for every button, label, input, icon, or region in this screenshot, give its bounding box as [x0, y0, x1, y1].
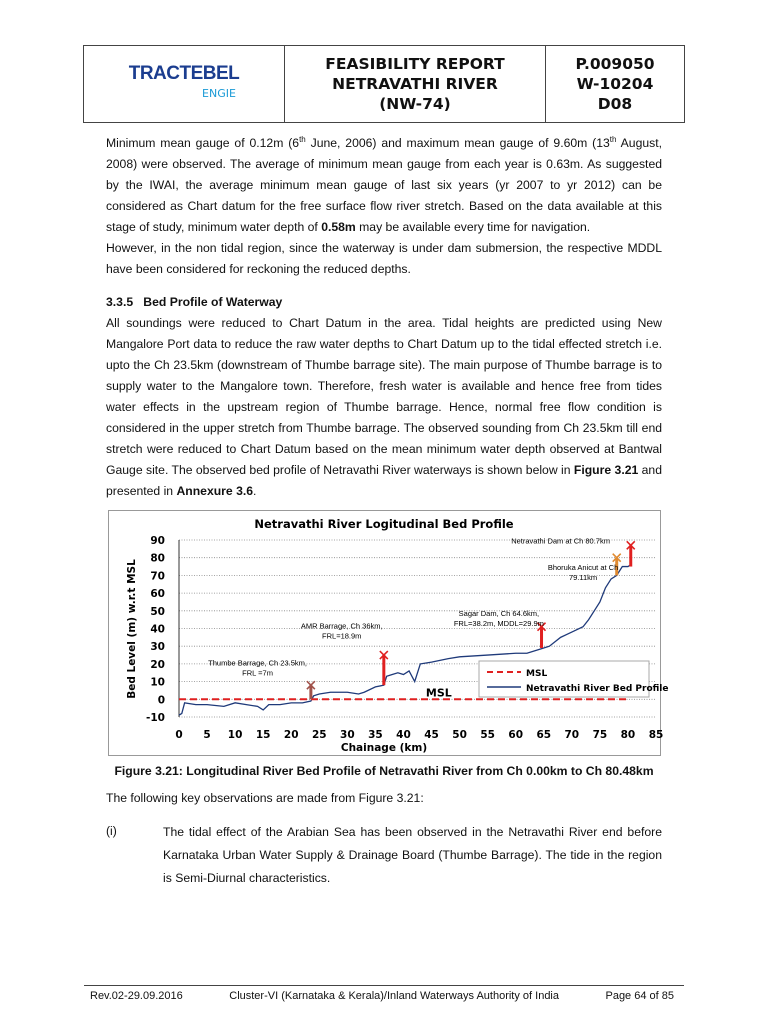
annotation-label: FRL =7m	[241, 668, 273, 678]
tractebel-logo	[84, 46, 285, 122]
annexure-ref: Annexure 3.6	[176, 484, 254, 498]
msl-label: MSL	[425, 686, 452, 700]
y-tick-label: 90	[149, 535, 165, 547]
x-tick-label: 10	[227, 729, 242, 741]
revision: Rev.02-29.09.2016	[90, 990, 183, 1002]
figure-ref: Figure 3.21	[573, 463, 639, 477]
logo-text: TRACTEBEL	[128, 63, 240, 84]
annotation-label: Bhoruka Anicut at Ch	[547, 563, 618, 573]
superscript: th	[299, 134, 306, 144]
x-tick-label: 75	[592, 729, 607, 741]
code-line: P.009050	[575, 55, 655, 73]
y-tick-label: 0	[157, 694, 165, 707]
x-axis-label: Chainage (km)	[340, 742, 427, 754]
title-line: FEASIBILITY REPORT	[325, 55, 505, 73]
report-title	[285, 46, 546, 122]
body-text-top	[106, 133, 662, 502]
paragraph	[106, 133, 662, 238]
observation-text: The tidal effect of the Arabian Sea has been observed in the Netravathi River end before Karnataka Urban Water Supply & Drainage Board (Thumbe Barrage). The tide in the region is Semi-Diurnal characteristics.	[163, 825, 662, 885]
x-tick-label: 25	[311, 729, 327, 741]
superscript: th	[609, 134, 617, 144]
y-tick-label: 60	[149, 588, 165, 601]
text: Minimum mean gauge of 0.12m (6	[106, 136, 300, 150]
x-tick-label: 70	[564, 729, 579, 741]
annotation-label: Thumbe Barrage, Ch 23.5km,	[207, 658, 307, 668]
title-line: NETRAVATHI RIVER	[332, 75, 498, 93]
x-tick-label: 50	[451, 729, 467, 741]
figure-caption: Figure 3.21: Longitudinal River Bed Profile of Netravathi River from Ch 0.00km to Ch 80.48km	[114, 764, 654, 778]
annotation-label: 79.11km	[568, 573, 597, 583]
y-tick-label: 40	[149, 623, 165, 636]
text: .	[253, 484, 257, 498]
x-tick-label: 60	[507, 729, 523, 741]
y-axis-label: Bed Level (m) w.r.t MSL	[125, 559, 138, 699]
x-tick-label: 85	[648, 729, 663, 741]
code-line: D08	[597, 95, 633, 113]
paragraph: However, in the non tidal region, since the waterway is under dam submersion, the respective MDDL have been considered for reckoning the reduced depths.	[106, 241, 662, 276]
chart-svg	[109, 511, 668, 755]
x-tick-label: 20	[283, 729, 299, 741]
observation-item	[106, 821, 662, 890]
x-tick-label: 40	[395, 729, 411, 741]
section-number: 3.3.5	[106, 295, 134, 309]
text: August, 2008) were observed. The average of minimum mean gauge from each year is 0.63m. As suggested by the IWAI, the average minimum mean gauge of last six years (yr 2007 to yr 2012) can be considered as Chart datum for the free surface flow river stretch. Based on the data available at this stage of study, minimum water depth of	[106, 136, 662, 234]
page-number: Page 64 of 85	[605, 990, 674, 1002]
annotation-label: FRL=18.9m	[321, 631, 361, 641]
bold-text: 0.58m	[321, 220, 356, 234]
text: All soundings were reduced to Chart Datum in the area. Tidal heights are predicted using New Mangalore Port data to reduce the raw water depths to Chart Datum up to the tidal effected stretch i.e. upto the Ch 23.5km (downstream of Thumbe barrage site). The main purpose of Thumbe barrage is to supply water to the Mangalore town. Therefore, fresh water is available and hence free from tides water effects in the upstream region of Thumbe barrage. Hence, normal free flow condition is considered in the upper stretch from Thumbe barrage. The observed sounding from Ch 23.5km till end stretch were reduced to Chart Datum based on the mean minimum water depth observed at Bantwal Gauge site. The observed bed profile of Netravathi River waterways is shown below in	[106, 316, 662, 477]
text: may be available every time for navigation.	[355, 220, 591, 234]
paragraph	[106, 313, 662, 502]
footer-center: Cluster-VI (Karnataka & Kerala)/Inland Waterways Authority of India	[229, 990, 559, 1002]
y-tick-label: -10	[145, 712, 165, 724]
annotation-label: Sagar Dam, Ch 64.6km,	[458, 609, 539, 619]
y-tick-label: 50	[149, 605, 165, 618]
paragraph: The following key observations are made from Figure 3.21:	[106, 791, 424, 805]
legend-profile-label: Netravathi River Bed Profile	[525, 684, 668, 694]
y-tick-label: 70	[149, 570, 165, 583]
y-tick-label: 80	[149, 552, 165, 565]
chart-title: Netravathi River Logitudinal Bed Profile	[253, 517, 514, 531]
y-tick-label: 20	[149, 658, 165, 671]
section-title: Bed Profile of Waterway	[143, 295, 283, 309]
x-tick-label: 30	[339, 729, 355, 741]
y-tick-label: 30	[149, 641, 165, 654]
x-tick-label: 55	[479, 729, 495, 741]
x-tick-label: 65	[535, 729, 551, 741]
text: June, 2006) and maximum mean gauge of 9.60m (13	[305, 136, 610, 150]
document-codes	[546, 46, 684, 122]
logo-subtext: ENGIE	[202, 87, 236, 100]
section-heading	[106, 292, 662, 313]
annotation-label: Netravathi Dam at Ch 80.7km	[510, 536, 610, 546]
x-tick-label: 5	[202, 729, 211, 741]
annotation-label: FRL=38.2m, MDDL=29.9m	[453, 619, 544, 629]
page-footer	[84, 985, 684, 1002]
x-tick-label: 0	[174, 729, 183, 741]
x-tick-label: 35	[367, 729, 383, 741]
body-text-bottom	[106, 788, 662, 890]
page-header	[83, 45, 685, 123]
legend-msl-label: MSL	[525, 669, 547, 679]
title-line: (NW-74)	[379, 95, 451, 113]
text: and presented in	[106, 463, 662, 498]
annotation-label: AMR Barrage, Ch 36km,	[300, 621, 383, 631]
x-tick-label: 45	[423, 729, 439, 741]
bed-profile-chart	[108, 510, 668, 756]
observation-number: (i)	[106, 824, 117, 838]
x-tick-label: 80	[620, 729, 635, 741]
x-tick-label: 15	[255, 729, 270, 741]
y-tick-label: 10	[149, 676, 165, 689]
code-line: W-10204	[576, 75, 654, 93]
